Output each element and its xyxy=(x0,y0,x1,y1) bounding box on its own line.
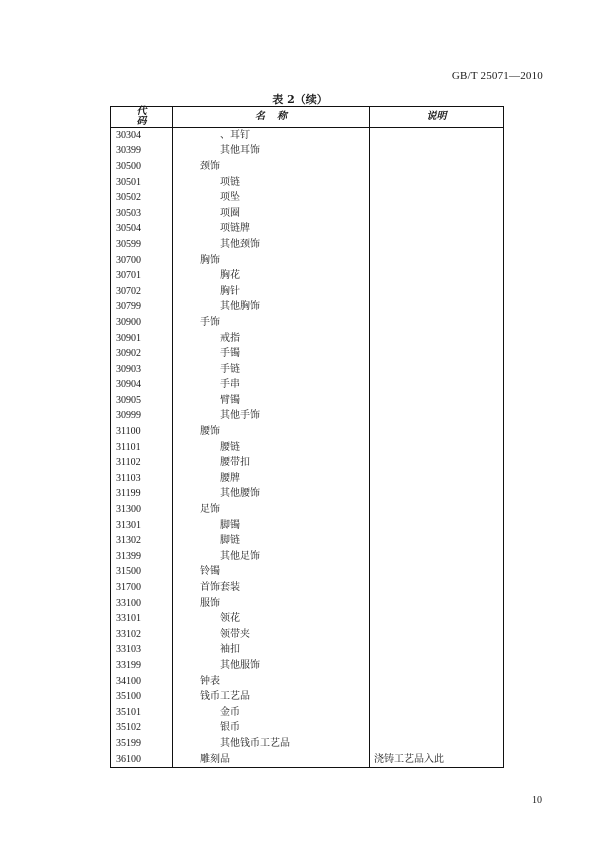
cell-note xyxy=(370,565,504,581)
table-row xyxy=(111,471,504,487)
table-row xyxy=(111,752,504,768)
cell-code: 31500 xyxy=(111,565,173,581)
cell-name: 其他钱币工艺品 xyxy=(173,736,370,752)
cell-code: 30702 xyxy=(111,284,173,300)
table-row xyxy=(111,565,504,581)
cell-note xyxy=(370,300,504,316)
cell-code: 31302 xyxy=(111,533,173,549)
table-row xyxy=(111,284,504,300)
cell-code: 31199 xyxy=(111,487,173,503)
cell-code: 33103 xyxy=(111,643,173,659)
table-row xyxy=(111,175,504,191)
cell-code: 36100 xyxy=(111,752,173,768)
cell-note xyxy=(370,440,504,456)
cell-name: 脚镯 xyxy=(173,518,370,534)
cell-name: 脚链 xyxy=(173,533,370,549)
cell-code: 30905 xyxy=(111,393,173,409)
cell-note xyxy=(370,315,504,331)
cell-code: 30999 xyxy=(111,409,173,425)
cell-note: 浇铸工艺品入此 xyxy=(370,752,504,768)
cell-note xyxy=(370,424,504,440)
cell-code: 30799 xyxy=(111,300,173,316)
cell-name: 其他耳饰 xyxy=(173,144,370,160)
table-row xyxy=(111,300,504,316)
cell-name: 铃镯 xyxy=(173,565,370,581)
cell-code: 30502 xyxy=(111,190,173,206)
cell-name: 项坠 xyxy=(173,190,370,206)
cell-note xyxy=(370,159,504,175)
cell-name: 项链 xyxy=(173,175,370,191)
cell-code: 30503 xyxy=(111,206,173,222)
table-row xyxy=(111,346,504,362)
cell-name: 手串 xyxy=(173,378,370,394)
table-row xyxy=(111,268,504,284)
cell-code: 30504 xyxy=(111,222,173,238)
cell-name: 腰链 xyxy=(173,440,370,456)
cell-note xyxy=(370,331,504,347)
cell-code: 33101 xyxy=(111,611,173,627)
cell-note xyxy=(370,222,504,238)
cell-code: 30501 xyxy=(111,175,173,191)
table-row xyxy=(111,128,504,144)
table-row xyxy=(111,689,504,705)
cell-code: 31102 xyxy=(111,455,173,471)
cell-name: 袖扣 xyxy=(173,643,370,659)
table-row xyxy=(111,487,504,503)
table-row xyxy=(111,159,504,175)
cell-code: 30902 xyxy=(111,346,173,362)
cell-code: 31300 xyxy=(111,502,173,518)
cell-name: 项圈 xyxy=(173,206,370,222)
cell-note xyxy=(370,487,504,503)
cell-note xyxy=(370,362,504,378)
cell-code: 35100 xyxy=(111,689,173,705)
cell-note xyxy=(370,643,504,659)
cell-note xyxy=(370,144,504,160)
cell-name: 项链牌 xyxy=(173,222,370,238)
table-row xyxy=(111,533,504,549)
cell-note xyxy=(370,393,504,409)
cell-note xyxy=(370,128,504,144)
cell-note xyxy=(370,596,504,612)
cell-name: 胸饰 xyxy=(173,253,370,269)
cell-name: 其他手饰 xyxy=(173,409,370,425)
cell-code: 30903 xyxy=(111,362,173,378)
cell-name: 、耳钉 xyxy=(173,128,370,144)
cell-name: 手链 xyxy=(173,362,370,378)
cell-name: 手镯 xyxy=(173,346,370,362)
cell-name: 腰牌 xyxy=(173,471,370,487)
cell-code: 30901 xyxy=(111,331,173,347)
cell-note xyxy=(370,533,504,549)
table-row xyxy=(111,222,504,238)
table-title: 表 2（续） xyxy=(272,93,328,106)
cell-note xyxy=(370,580,504,596)
table-row xyxy=(111,455,504,471)
cell-name: 戒指 xyxy=(173,331,370,347)
table-row xyxy=(111,409,504,425)
cell-code: 30701 xyxy=(111,268,173,284)
cell-name: 胸花 xyxy=(173,268,370,284)
cell-code: 30700 xyxy=(111,253,173,269)
table-row xyxy=(111,658,504,674)
table-row xyxy=(111,721,504,737)
table-row xyxy=(111,705,504,721)
column-header-name: 名称 xyxy=(173,107,370,128)
table-row xyxy=(111,190,504,206)
page-number: 10 xyxy=(532,795,542,806)
table-row xyxy=(111,549,504,565)
cell-note xyxy=(370,611,504,627)
cell-name: 服饰 xyxy=(173,596,370,612)
cell-code: 31103 xyxy=(111,471,173,487)
table-row xyxy=(111,424,504,440)
cell-code: 35199 xyxy=(111,736,173,752)
cell-name: 钟表 xyxy=(173,674,370,690)
table-row xyxy=(111,331,504,347)
cell-code: 30399 xyxy=(111,144,173,160)
cell-code: 30304 xyxy=(111,128,173,144)
cell-note xyxy=(370,705,504,721)
cell-code: 33199 xyxy=(111,658,173,674)
cell-note xyxy=(370,346,504,362)
cell-name: 其他颈饰 xyxy=(173,237,370,253)
table-row xyxy=(111,596,504,612)
cell-note xyxy=(370,689,504,705)
cell-note xyxy=(370,518,504,534)
cell-code: 31399 xyxy=(111,549,173,565)
cell-code: 31101 xyxy=(111,440,173,456)
cell-note xyxy=(370,627,504,643)
cell-note xyxy=(370,658,504,674)
cell-code: 33102 xyxy=(111,627,173,643)
cell-note xyxy=(370,502,504,518)
table-row xyxy=(111,362,504,378)
cell-code: 31100 xyxy=(111,424,173,440)
cell-code: 31700 xyxy=(111,580,173,596)
cell-name: 其他足饰 xyxy=(173,549,370,565)
cell-name: 首饰套装 xyxy=(173,580,370,596)
cell-name: 手饰 xyxy=(173,315,370,331)
cell-note xyxy=(370,721,504,737)
code-table xyxy=(110,106,504,768)
cell-name: 足饰 xyxy=(173,502,370,518)
table-row xyxy=(111,674,504,690)
cell-code: 34100 xyxy=(111,674,173,690)
cell-name: 钱币工艺品 xyxy=(173,689,370,705)
cell-code: 30599 xyxy=(111,237,173,253)
table-row xyxy=(111,206,504,222)
cell-name: 腰带扣 xyxy=(173,455,370,471)
cell-code: 30904 xyxy=(111,378,173,394)
cell-note xyxy=(370,409,504,425)
standard-number: GB/T 25071—2010 xyxy=(451,70,543,82)
cell-code: 35102 xyxy=(111,721,173,737)
table-row xyxy=(111,611,504,627)
table-body xyxy=(111,128,504,768)
cell-name: 其他胸饰 xyxy=(173,300,370,316)
cell-name: 银币 xyxy=(173,721,370,737)
cell-code: 33100 xyxy=(111,596,173,612)
table-row xyxy=(111,627,504,643)
cell-note xyxy=(370,190,504,206)
cell-name: 其他腰饰 xyxy=(173,487,370,503)
table-row xyxy=(111,502,504,518)
table-row xyxy=(111,393,504,409)
cell-note xyxy=(370,284,504,300)
cell-name: 雕刻品 xyxy=(173,752,370,768)
cell-note xyxy=(370,736,504,752)
cell-code: 35101 xyxy=(111,705,173,721)
cell-note xyxy=(370,253,504,269)
cell-name: 臂镯 xyxy=(173,393,370,409)
cell-note xyxy=(370,175,504,191)
table-row xyxy=(111,440,504,456)
cell-name: 其他服饰 xyxy=(173,658,370,674)
cell-note xyxy=(370,455,504,471)
table-row xyxy=(111,144,504,160)
table-row xyxy=(111,580,504,596)
table-row xyxy=(111,315,504,331)
cell-note xyxy=(370,206,504,222)
cell-name: 金币 xyxy=(173,705,370,721)
cell-code: 30500 xyxy=(111,159,173,175)
table-header-row xyxy=(111,107,504,128)
cell-name: 领花 xyxy=(173,611,370,627)
table-row xyxy=(111,518,504,534)
cell-note xyxy=(370,268,504,284)
column-header-note: 说明 xyxy=(370,107,504,128)
cell-note xyxy=(370,237,504,253)
table-row xyxy=(111,378,504,394)
cell-note xyxy=(370,549,504,565)
column-header-code: 代码 xyxy=(111,107,173,128)
cell-code: 31301 xyxy=(111,518,173,534)
cell-name: 颈饰 xyxy=(173,159,370,175)
cell-code: 30900 xyxy=(111,315,173,331)
cell-name: 领带夹 xyxy=(173,627,370,643)
table-row xyxy=(111,237,504,253)
cell-name: 胸针 xyxy=(173,284,370,300)
table-row xyxy=(111,253,504,269)
table-row xyxy=(111,736,504,752)
cell-note xyxy=(370,471,504,487)
cell-note xyxy=(370,378,504,394)
table-row xyxy=(111,643,504,659)
cell-note xyxy=(370,674,504,690)
cell-name: 腰饰 xyxy=(173,424,370,440)
